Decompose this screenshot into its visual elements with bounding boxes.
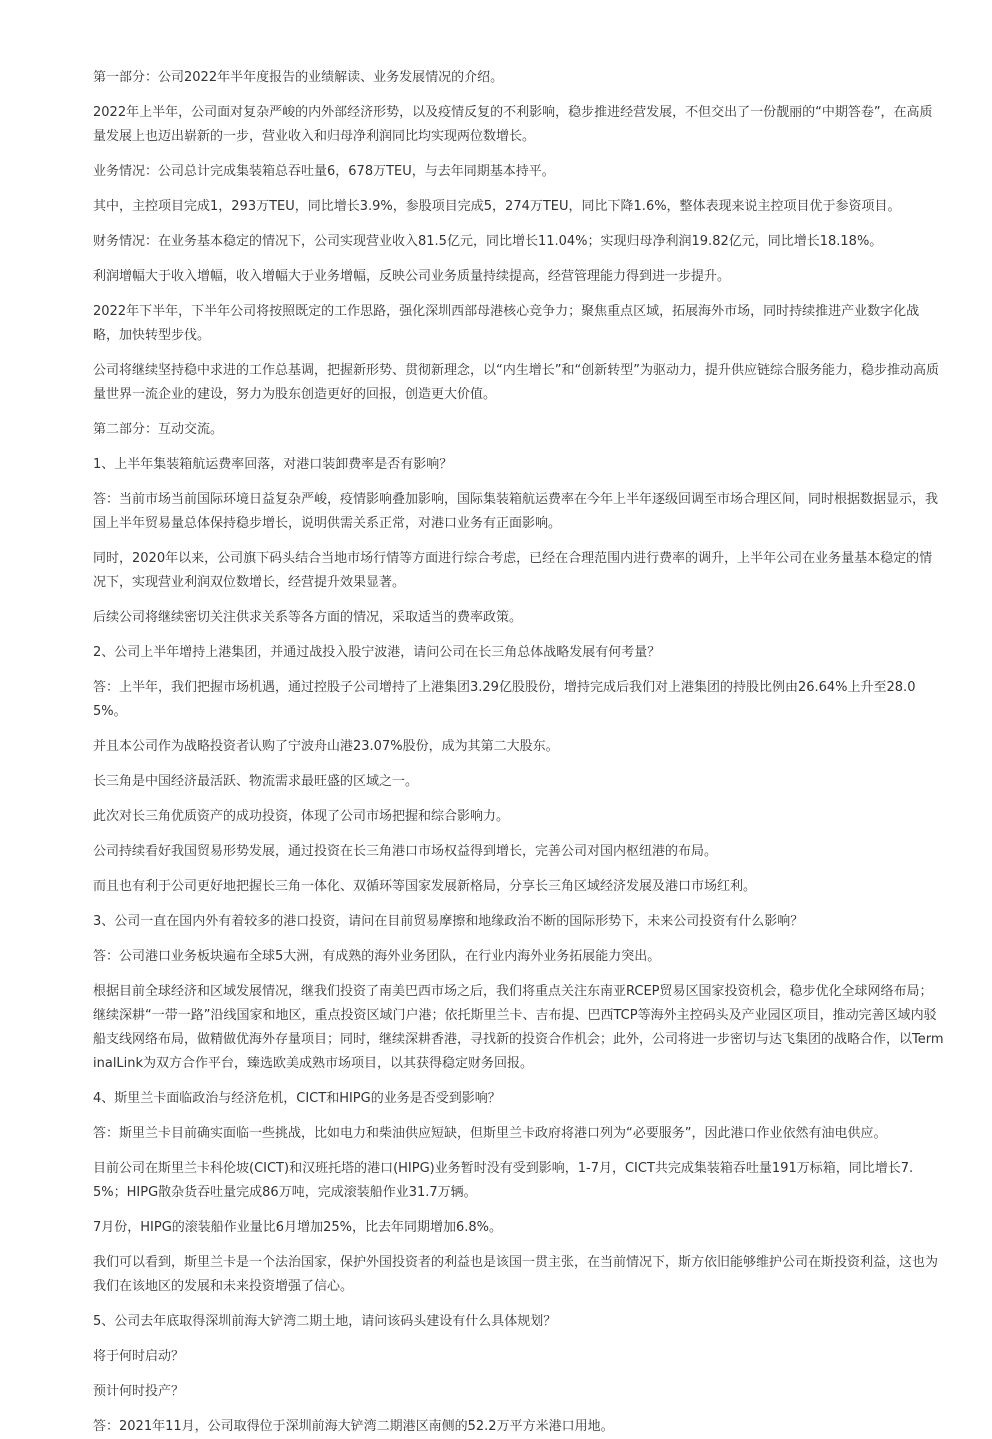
answer-2-part-2: 并且本公司作为战略投资者认购了宁波舟山港23.07%股份，成为其第二大股东。: [93, 739, 559, 754]
answer-4-part-2: 目前公司在斯里兰卡科伦坡(CICT)和汉班托塔的港口(HIPG)业务暂时没有受到影响，1-7月，CICT共完成集装箱吞吐量191万标箱，同比增长7.5%；HIPG散杂货吞吐量完成86万吨，完成滚装船作业31.7万辆。: [93, 1161, 914, 1200]
answer-4-part-3: 7月份，HIPG的滚装船作业量比6月增加25%，比去年同期增加6.8%。: [93, 1220, 502, 1235]
answer-1-part-3: 后续公司将继续密切关注供求关系等各方面的情况，采取适当的费率政策。: [93, 610, 523, 625]
paragraph-financial-status: 财务情况：在业务基本稳定的情况下，公司实现营业收入81.5亿元，同比增长11.04%；实现归母净利润19.82亿元，同比增长18.18%。: [93, 234, 883, 249]
answer-1-part-1: 答：当前市场当前国际环境日益复杂严峻，疫情影响叠加影响，国际集装箱航运费率在今年上半年逐级回调至市场合理区间，同时根据数据显示，我国上半年贸易量总体保持稳步增长，说明供需关系正常，对港口业务有正面影响。: [93, 492, 939, 531]
paragraph-project-breakdown: 其中，主控项目完成1，293万TEU，同比增长3.9%，参股项目完成5，274万TEU，同比下降1.6%，整体表现来说主控项目优于参资项目。: [93, 199, 901, 214]
paragraph-h2-plan: 2022年下半年，下半年公司将按照既定的工作思路，强化深圳西部母港核心竞争力；聚焦重点区域，拓展海外市场，同时持续推进产业数字化战略，加快转型步伐。: [93, 304, 920, 343]
answer-4-part-4: 我们可以看到，斯里兰卡是一个法治国家，保护外国投资者的利益也是该国一贯主张，在当前情况下，斯方依旧能够维护公司在斯投资利益，这也为我们在该地区的发展和未来投资增强了信心。: [93, 1255, 939, 1294]
answer-1-part-2: 同时，2020年以来，公司旗下码头结合当地市场行情等方面进行综合考虑，已经在合理范围内进行费率的调升，上半年公司在业务量基本稳定的情况下，实现营业利润双位数增长，经营提升效果显著。: [93, 551, 933, 590]
question-5-followup-2: 预计何时投产？: [93, 1384, 185, 1399]
paragraph-profit-growth: 利润增幅大于收入增幅，收入增幅大于业务增幅，反映公司业务质量持续提高，经营管理能力得到进一步提升。: [93, 269, 731, 284]
question-5: 5、公司去年底取得深圳前海大铲湾二期土地，请问该码头建设有什么具体规划？: [93, 1314, 557, 1329]
section-1-heading: 第一部分：公司2022年半年度报告的业绩解读、业务发展情况的介绍。: [93, 70, 504, 85]
section-2-heading: 第二部分：互动交流。: [93, 422, 224, 437]
question-4: 4、斯里兰卡面临政治与经济危机，CICT和HIPG的业务是否受到影响？: [93, 1091, 501, 1106]
question-1: 1、上半年集装箱航运费率回落，对港口装卸费率是否有影响？: [93, 457, 453, 472]
question-2: 2、公司上半年增持上港集团，并通过战投入股宁波港，请问公司在长三角总体战略发展有何考量？: [93, 645, 661, 660]
answer-2-part-6: 而且也有利于公司更好地把握长三角一体化、双循环等国家发展新格局，分享长三角区域经济发展及港口市场红利。: [93, 879, 757, 894]
answer-2-part-4: 此次对长三角优质资产的成功投资，体现了公司市场把握和综合影响力。: [93, 809, 510, 824]
paragraph-strategy: 公司将继续坚持稳中求进的工作总基调，把握新形势、贯彻新理念，以“内生增长”和“创新转型”为驱动力，提升供应链综合服务能力，稳步推动高质量世界一流企业的建设，努力为股东创造更好的回报，创造更大价值。: [93, 363, 939, 402]
answer-5-part-1: 答：2021年11月，公司取得位于深圳前海大铲湾二期港区南侧的52.2万平方米港口用地。: [93, 1419, 614, 1434]
question-5-followup-1: 将于何时启动？: [93, 1349, 185, 1364]
question-3: 3、公司一直在国内外有着较多的港口投资，请问在目前贸易摩擦和地缘政治不断的国际形势下，未来公司投资有什么影响？: [93, 914, 804, 929]
answer-3-part-2: 根据目前全球经济和区域发展情况，继我们投资了南美巴西市场之后，我们将重点关注东南亚RCEP贸易区国家投资机会，稳步优化全球网络布局；继续深耕“一带一路”沿线国家和地区，重点投资区域门户港；依托斯里兰卡、吉布提、巴西TCP等海外主控码头及产业园区项目，推动完善区域内驳船支线网络布局，做精做优海外存量项目；同时，继续深耕香港，寻找新的投资合作机会；此外，公司将进一步密切与达飞集团的战略合作，以TerminalLink为双方合作平台，臻选欧美成熟市场项目，以其获得稳定财务回报。: [93, 984, 944, 1071]
answer-3-part-1: 答：公司港口业务板块遍布全球5大洲，有成熟的海外业务团队，在行业内海外业务拓展能力突出。: [93, 949, 661, 964]
paragraph-business-status: 业务情况：公司总计完成集装箱总吞吐量6，678万TEU，与去年同期基本持平。: [93, 164, 555, 179]
answer-2-part-5: 公司持续看好我国贸易形势发展，通过投资在长三角港口市场权益得到增长，完善公司对国内枢纽港的布局。: [93, 844, 718, 859]
answer-4-part-1: 答：斯里兰卡目前确实面临一些挑战，比如电力和柴油供应短缺，但斯里兰卡政府将港口列为“必要服务”，因此港口作业依然有油电供应。: [93, 1126, 887, 1141]
paragraph-h1-overview: 2022年上半年，公司面对复杂严峻的内外部经济形势，以及疫情反复的不利影响，稳步推进经营发展，不但交出了一份靓丽的“中期答卷”，在高质量发展上也迈出崭新的一步，营业收入和归母净利润同比均实现两位数增长。: [93, 105, 933, 144]
answer-2-part-1: 答：上半年，我们把握市场机遇，通过控股子公司增持了上港集团3.29亿股股份，增持完成后我们对上港集团的持股比例由26.64%上升至28.05%。: [93, 680, 916, 719]
answer-2-part-3: 长三角是中国经济最活跃、物流需求最旺盛的区域之一。: [93, 774, 419, 789]
